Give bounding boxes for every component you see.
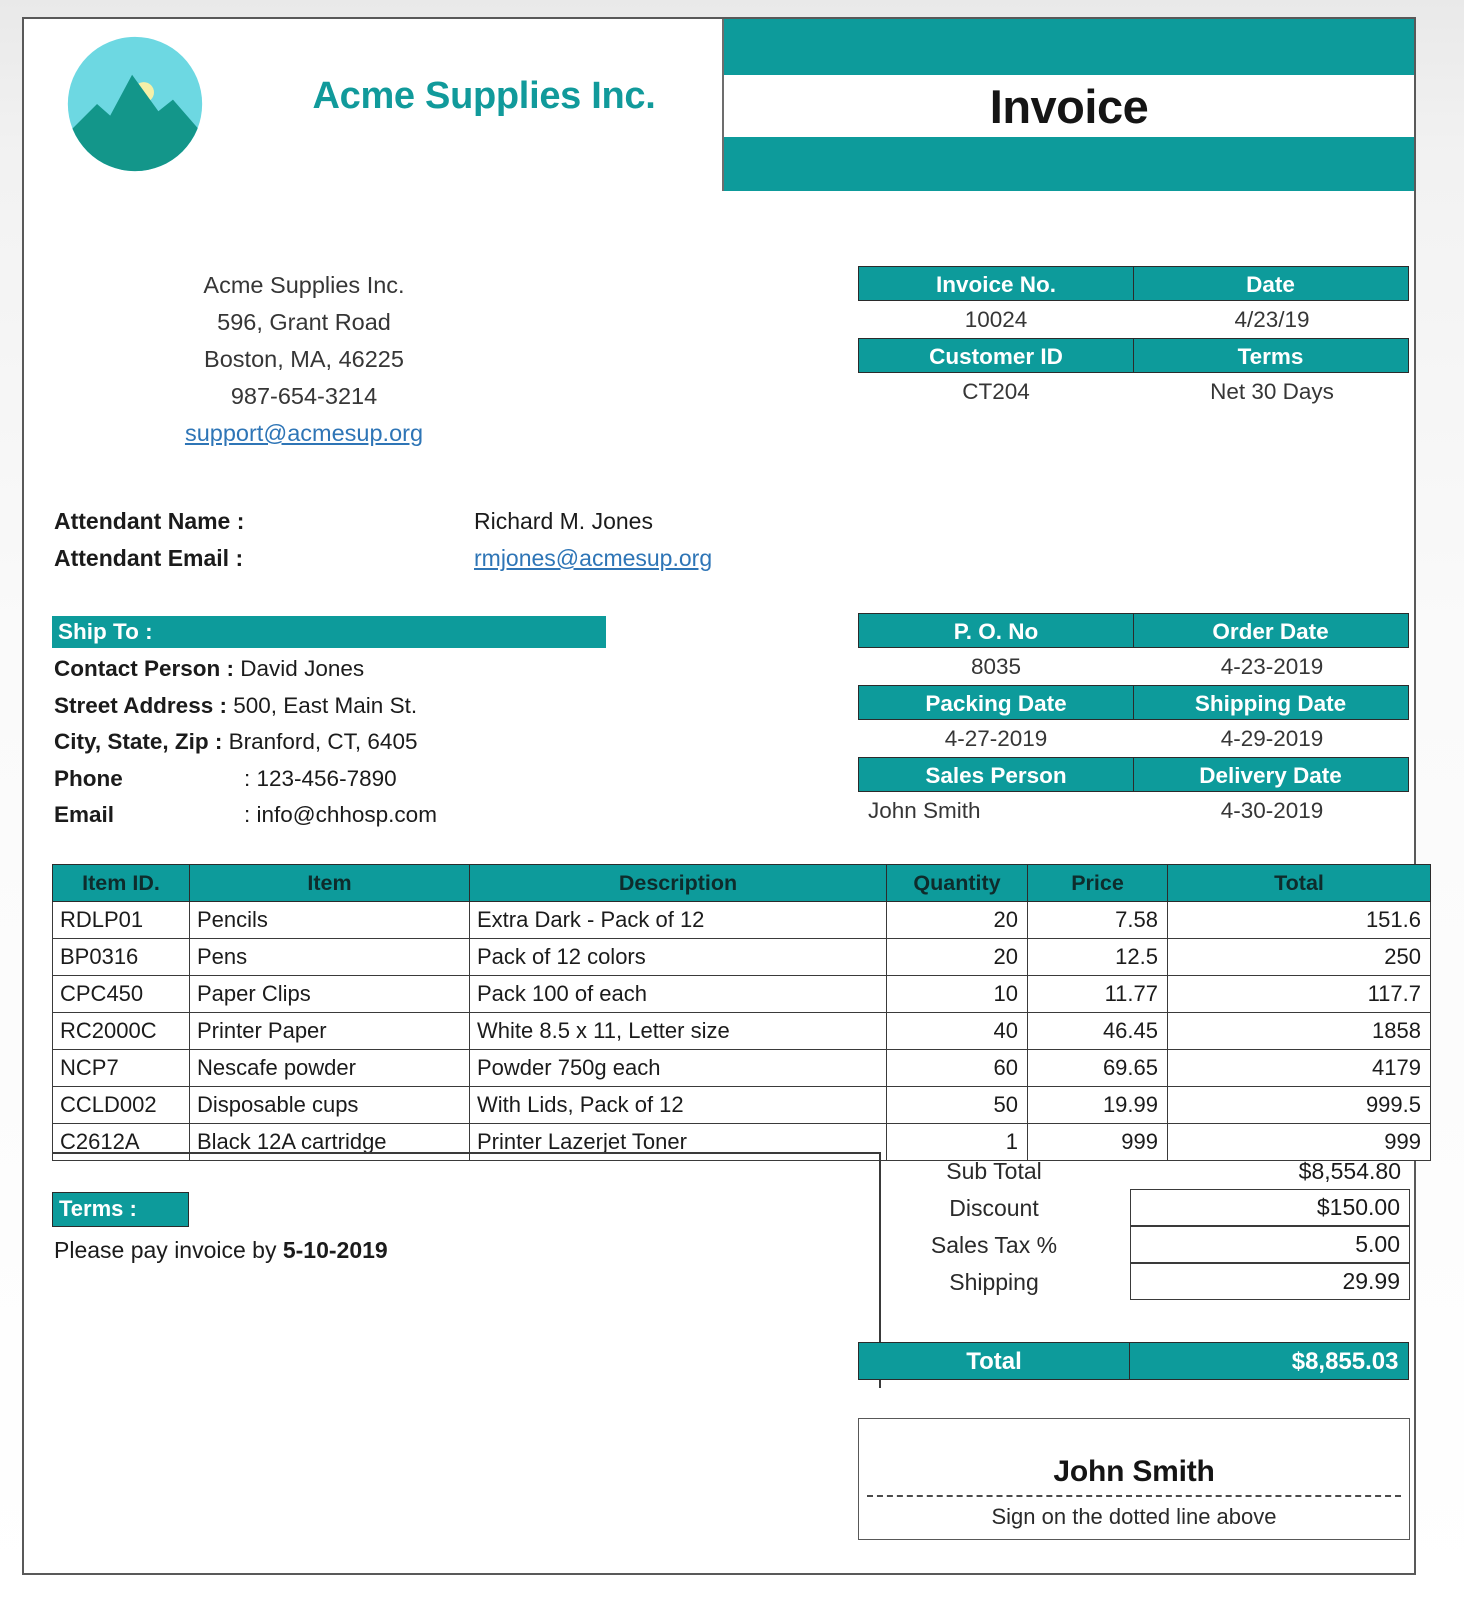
signature-box [858, 1418, 1410, 1540]
item-qty: 20 [887, 902, 1028, 939]
packing-date-value: 4-27-2019 [858, 720, 1134, 757]
attendant-email-row [54, 540, 712, 577]
sales-tax-label: Sales Tax % [930, 1232, 1058, 1258]
item-id: NCP7 [53, 1050, 190, 1087]
terms-text [54, 1237, 388, 1264]
invoice-meta-header-row-1 [858, 266, 1410, 301]
po-no-label: P. O. No [858, 613, 1134, 648]
item-name: Printer Paper [190, 1013, 470, 1050]
column-header-description: Description [470, 865, 887, 902]
item-desc: Pack of 12 colors [470, 939, 887, 976]
ship-to-contact-row [54, 651, 437, 688]
signature-dotted-line [867, 1495, 1401, 1497]
column-header-item: Item [190, 865, 470, 902]
item-total: 4179 [1168, 1050, 1431, 1087]
order-date-label: Order Date [1133, 613, 1409, 648]
sales-tax-value[interactable]: 5.00 [1130, 1226, 1410, 1263]
ship-to-city-row [54, 724, 437, 761]
summary-block [858, 1153, 1410, 1301]
item-id: RC2000C [53, 1013, 190, 1050]
item-id: C2612A [53, 1124, 190, 1161]
customer-id-value: CT204 [858, 373, 1134, 410]
invoice-meta-header-row-2 [858, 338, 1410, 373]
column-header-total: Total [1168, 865, 1431, 902]
invoice-terms-label: Terms [1133, 338, 1409, 373]
item-total: 250 [1168, 939, 1431, 976]
item-qty: 50 [887, 1087, 1028, 1124]
order-meta-header-row-2 [858, 685, 1410, 720]
item-name: Nescafe powder [190, 1050, 470, 1087]
ship-to-contact-value: David Jones [240, 656, 365, 681]
ship-to-email-row [54, 797, 437, 834]
item-desc: Pack 100 of each [470, 976, 887, 1013]
company-address-block [84, 267, 524, 452]
grand-total-row [858, 1342, 1410, 1380]
company-address-name: Acme Supplies Inc. [203, 272, 405, 298]
column-header-quantity: Quantity [887, 865, 1028, 902]
column-header-price: Price [1028, 865, 1168, 902]
item-id: CPC450 [53, 976, 190, 1013]
delivery-date-label: Delivery Date [1133, 757, 1409, 792]
item-qty: 20 [887, 939, 1028, 976]
page-title: Invoice [989, 79, 1149, 133]
table-row [53, 939, 1431, 976]
sales-person-value: John Smith [858, 792, 1134, 829]
item-desc: Printer Lazerjet Toner [470, 1124, 887, 1161]
summary-row-subtotal [858, 1153, 1410, 1190]
item-name: Pencils [190, 902, 470, 939]
shipping-label: Shipping [949, 1269, 1039, 1295]
line-items-table [52, 864, 1431, 1161]
item-price: 999 [1028, 1124, 1168, 1161]
table-row [53, 1013, 1431, 1050]
invoice-meta-value-row-2 [858, 373, 1410, 410]
discount-value[interactable]: $150.00 [1130, 1189, 1410, 1226]
order-meta-header-row-3 [858, 757, 1410, 792]
packing-date-label: Packing Date [858, 685, 1134, 720]
shipping-date-value: 4-29-2019 [1134, 720, 1410, 757]
header-band-top [724, 19, 1414, 75]
item-name: Pens [190, 939, 470, 976]
ship-to-phone-value: : 123-456-7890 [244, 765, 397, 791]
shipping-date-label: Shipping Date [1133, 685, 1409, 720]
attendant-name-row [54, 503, 712, 540]
po-no-value: 8035 [858, 648, 1134, 685]
header-band-middle [724, 75, 1414, 137]
subtotal-value: $8,554.80 [1298, 1158, 1401, 1184]
invoice-meta-value-row-1 [858, 301, 1410, 338]
ship-to-city-value: Branford, CT, 6405 [228, 729, 418, 754]
invoice-date-label: Date [1133, 266, 1409, 301]
table-row [53, 976, 1431, 1013]
item-total: 117.7 [1168, 976, 1431, 1013]
ship-to-phone-row [54, 761, 437, 798]
signature-name: John Smith [1053, 1455, 1215, 1488]
ship-to-details [54, 651, 437, 834]
item-price: 46.45 [1028, 1013, 1168, 1050]
shipping-value[interactable]: 29.99 [1130, 1263, 1410, 1300]
company-address-phone: 987-654-3214 [230, 383, 378, 409]
ship-to-email-value: : info@chhosp.com [244, 802, 437, 827]
line-items-header-row [53, 865, 1431, 902]
mountain-circle-logo-icon [46, 31, 224, 177]
terms-heading: Terms : [52, 1192, 189, 1227]
table-row [53, 1050, 1431, 1087]
item-id: CCLD002 [53, 1087, 190, 1124]
item-name: Disposable cups [190, 1087, 470, 1124]
attendant-name-value: Richard M. Jones [474, 508, 653, 534]
ship-to-phone-label: Phone [54, 765, 123, 791]
summary-row-discount [858, 1190, 1410, 1227]
terms-due-date: 5-10-2019 [282, 1237, 388, 1263]
ship-to-street-row [54, 688, 437, 725]
invoice-no-value: 10024 [858, 301, 1134, 338]
order-meta-header-row-1 [858, 613, 1410, 648]
delivery-date-value: 4-30-2019 [1134, 792, 1410, 829]
invoice-page [22, 17, 1421, 1575]
item-name: Paper Clips [190, 976, 470, 1013]
item-desc: White 8.5 x 11, Letter size [470, 1013, 887, 1050]
company-address-city: Boston, MA, 46225 [204, 346, 404, 372]
item-qty: 60 [887, 1050, 1028, 1087]
company-email-link[interactable]: support@acmesup.org [184, 420, 424, 446]
sales-person-label: Sales Person [858, 757, 1134, 792]
attendant-name-label: Attendant Name : [54, 508, 245, 534]
ship-to-city-label: City, State, Zip : [54, 729, 223, 754]
grand-total-label: Total [858, 1342, 1130, 1380]
header-band-bottom [724, 137, 1414, 191]
grand-total-value: $8,855.03 [1129, 1342, 1409, 1380]
table-row [53, 902, 1431, 939]
company-address-street: 596, Grant Road [217, 309, 391, 335]
item-price: 7.58 [1028, 902, 1168, 939]
terms-text-prefix: Please pay invoice by [54, 1237, 283, 1263]
order-meta-table [858, 613, 1410, 829]
item-id: RDLP01 [53, 902, 190, 939]
order-date-value: 4-23-2019 [1134, 648, 1410, 685]
item-price: 19.99 [1028, 1087, 1168, 1124]
ship-to-street-label: Street Address : [54, 692, 227, 718]
item-desc: Extra Dark - Pack of 12 [470, 902, 887, 939]
ship-to-street-value: 500, East Main St. [233, 692, 418, 718]
item-total: 999 [1168, 1124, 1431, 1161]
order-meta-value-row-2 [858, 720, 1410, 757]
invoice-date-value: 4/23/19 [1134, 301, 1410, 338]
summary-row-sales-tax [858, 1227, 1410, 1264]
company-name: Acme Supplies Inc. [312, 75, 656, 117]
item-price: 11.77 [1028, 976, 1168, 1013]
signature-caption: Sign on the dotted line above [991, 1504, 1277, 1529]
item-desc: With Lids, Pack of 12 [470, 1087, 887, 1124]
invoice-header [24, 19, 1414, 191]
invoice-no-label: Invoice No. [858, 266, 1134, 301]
order-meta-value-row-1 [858, 648, 1410, 685]
invoice-meta-table [858, 266, 1410, 410]
ship-to-heading: Ship To : [52, 616, 606, 648]
ship-to-email-label: Email [54, 802, 115, 827]
invoice-terms-value: Net 30 Days [1134, 373, 1410, 410]
summary-row-shipping [858, 1264, 1410, 1301]
ship-to-contact-label: Contact Person : [54, 656, 235, 681]
discount-label: Discount [949, 1195, 1039, 1221]
item-total: 151.6 [1168, 902, 1431, 939]
table-bottom-rule-left [52, 1152, 881, 1154]
item-price: 12.5 [1028, 939, 1168, 976]
item-total: 999.5 [1168, 1087, 1431, 1124]
item-qty: 1 [887, 1124, 1028, 1161]
item-qty: 40 [887, 1013, 1028, 1050]
table-row [53, 1087, 1431, 1124]
customer-id-label: Customer ID [858, 338, 1134, 373]
subtotal-label: Sub Total [946, 1158, 1042, 1184]
item-id: BP0316 [53, 939, 190, 976]
column-header-item-id: Item ID. [53, 865, 190, 902]
attendant-block [54, 503, 712, 577]
invoice-title-area [724, 19, 1414, 191]
header-brand-area [24, 19, 724, 191]
item-total: 1858 [1168, 1013, 1431, 1050]
item-name: Black 12A cartridge [190, 1124, 470, 1161]
attendant-email-link[interactable]: rmjones@acmesup.org [474, 545, 713, 571]
item-qty: 10 [887, 976, 1028, 1013]
attendant-email-label: Attendant Email : [54, 545, 244, 571]
item-price: 69.65 [1028, 1050, 1168, 1087]
item-desc: Powder 750g each [470, 1050, 887, 1087]
order-meta-value-row-3 [858, 792, 1410, 829]
